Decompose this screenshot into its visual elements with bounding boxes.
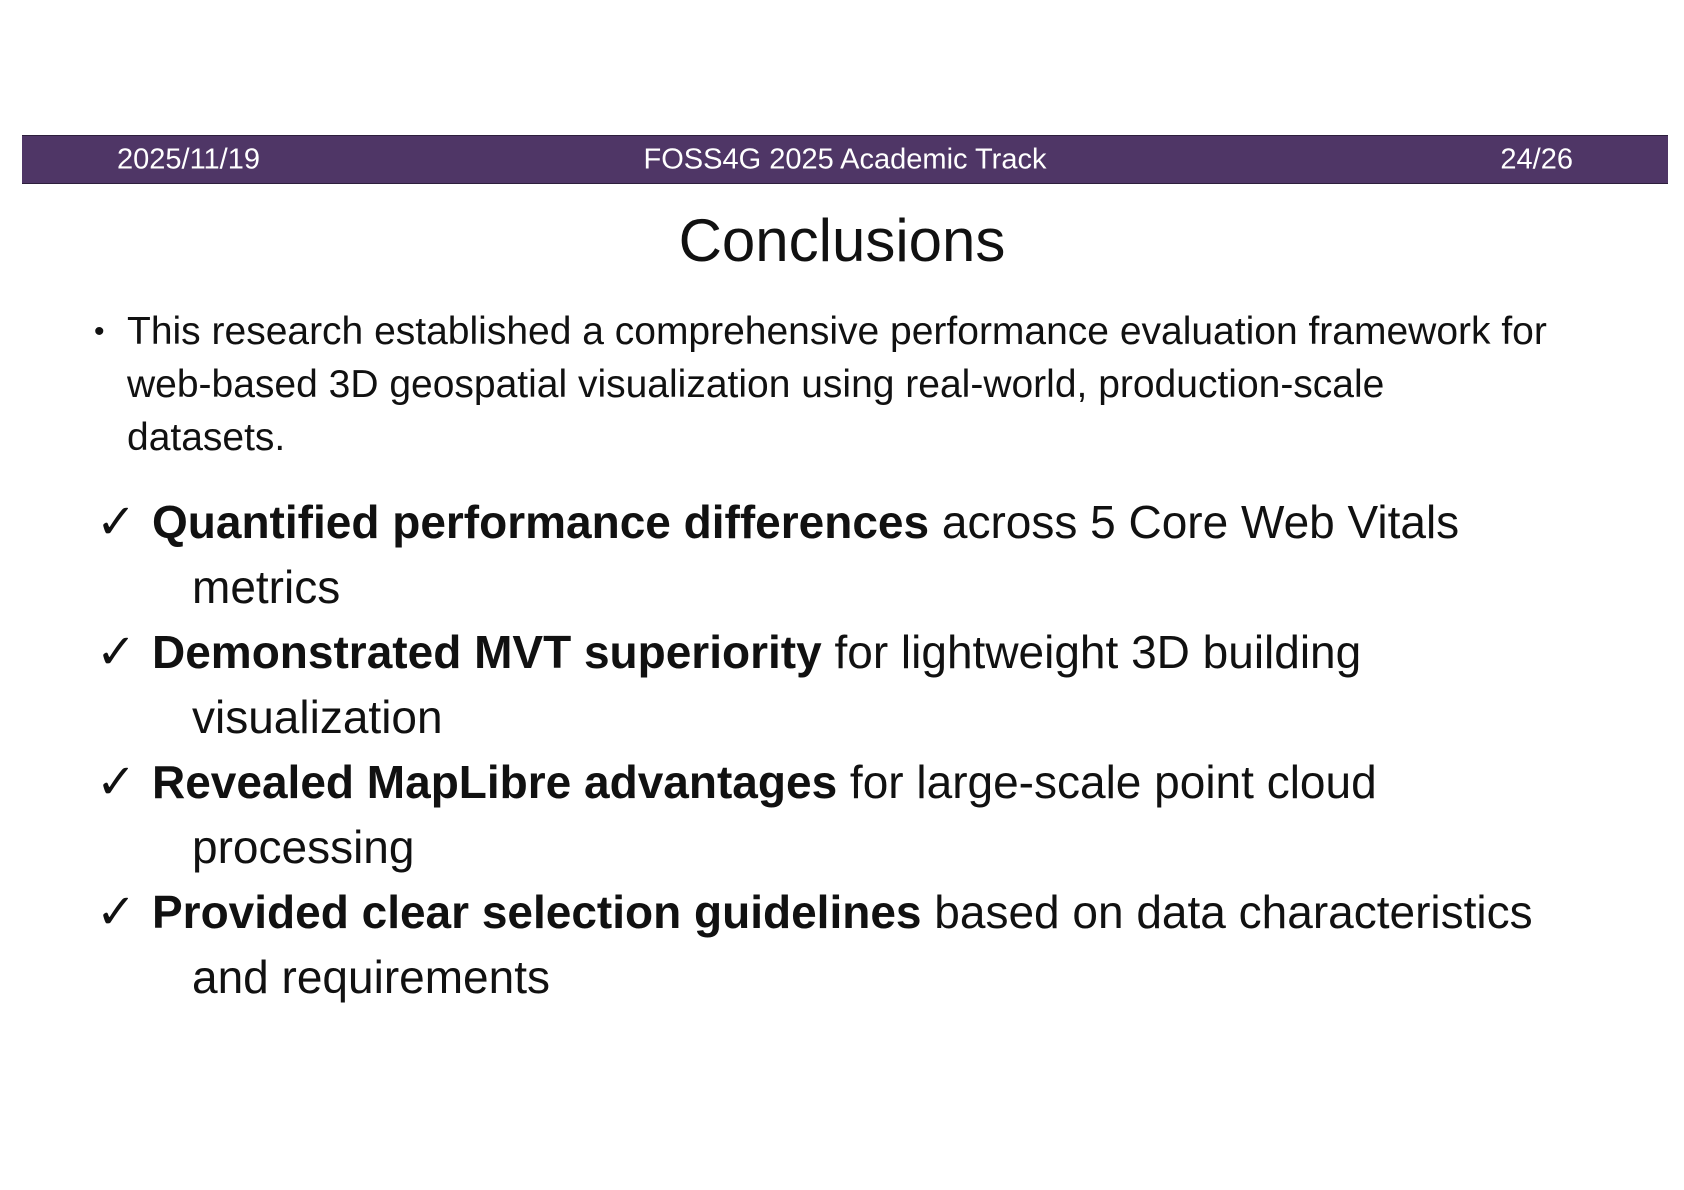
conclusions-checklist	[96, 490, 1656, 1010]
check-item-line	[152, 490, 1656, 555]
check-item-continuation: metrics	[192, 561, 341, 613]
check-item-rest: based on data characteristics	[921, 886, 1533, 938]
check-item	[96, 750, 1656, 880]
check-item-rest: across 5 Core Web Vitals	[929, 496, 1460, 548]
header-date: 2025/11/19	[117, 143, 260, 175]
intro-bullet	[94, 305, 1564, 464]
bullet-dot-icon: •	[94, 315, 105, 348]
check-item-continuation: visualization	[192, 691, 443, 743]
check-item-rest: for large-scale point cloud	[837, 756, 1377, 808]
check-item	[96, 490, 1656, 620]
check-item-rest: for lightweight 3D building	[821, 626, 1362, 678]
check-item-line	[152, 880, 1656, 945]
check-mark-icon: ✓	[96, 754, 137, 810]
intro-text: This research established a comprehensive performance evaluation framework for web-based 3D geospatial visualization using real-world, production-scale datasets.	[127, 310, 1547, 459]
check-item-bold: Revealed MapLibre advantages	[152, 756, 838, 808]
check-item-continuation: processing	[192, 821, 415, 873]
check-item	[96, 880, 1656, 1010]
header-page-number: 24/26	[1500, 143, 1573, 175]
header-bar	[22, 135, 1668, 184]
check-item-bold: Demonstrated MVT superiority	[152, 626, 822, 678]
check-item-line	[152, 620, 1656, 685]
check-mark-icon: ✓	[96, 494, 137, 550]
check-mark-icon: ✓	[96, 884, 137, 940]
header-event: FOSS4G 2025 Academic Track	[643, 143, 1047, 175]
check-item-bold: Quantified performance differences	[152, 496, 930, 548]
check-mark-icon: ✓	[96, 624, 137, 680]
slide-title: Conclusions	[678, 207, 1006, 274]
check-item-line	[152, 750, 1656, 815]
check-item-bold: Provided clear selection guidelines	[152, 886, 922, 938]
check-item	[96, 620, 1656, 750]
check-item-continuation: and requirements	[192, 951, 550, 1003]
